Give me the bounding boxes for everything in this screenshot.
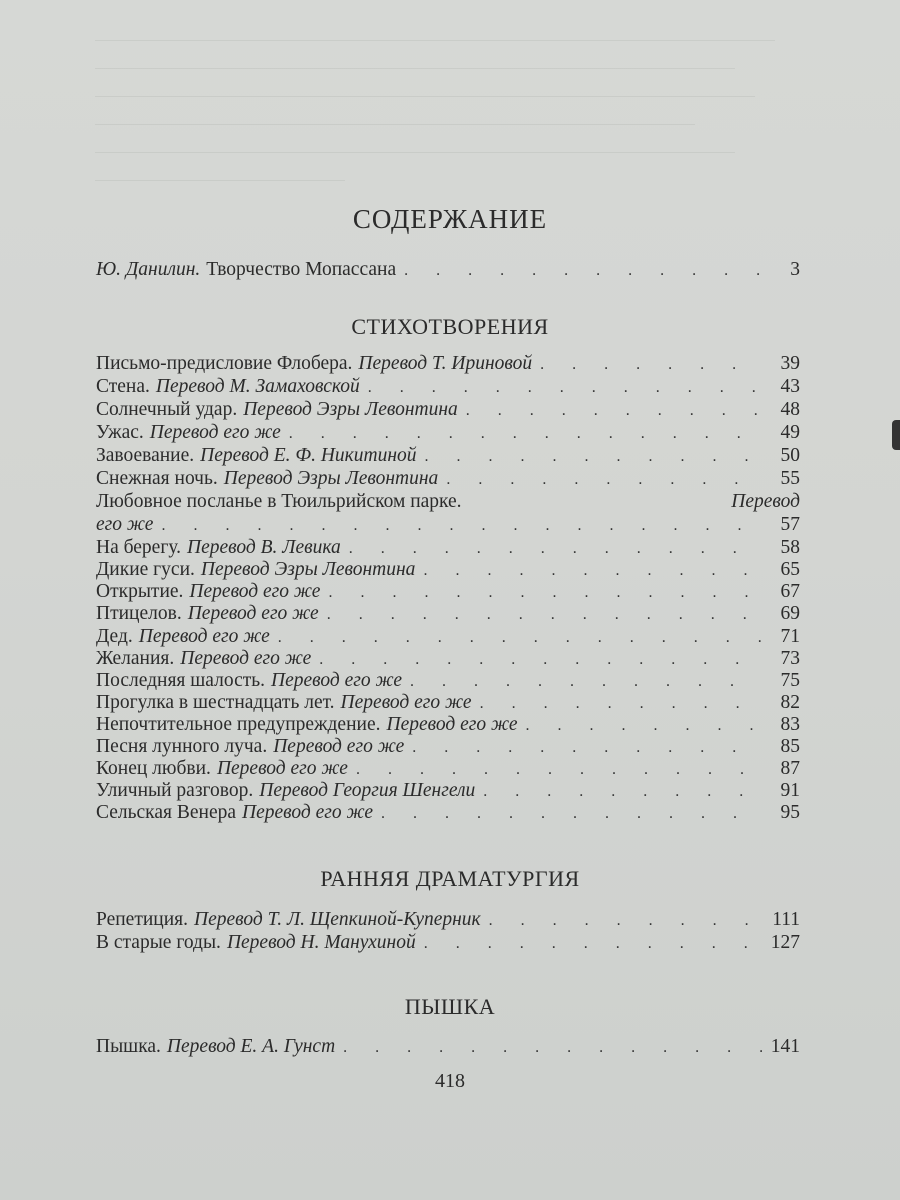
entry-title: Солнечный удар.: [96, 399, 238, 420]
leader-dots: [412, 737, 762, 759]
toc-entry: [96, 714, 800, 736]
entry-title: Дед.: [96, 626, 133, 647]
entry-page: 67: [780, 581, 800, 602]
toc-entry: [96, 559, 800, 581]
entry-page: 82: [780, 692, 800, 713]
entry-translator: Перевод его же: [386, 714, 518, 735]
entry-page: 69: [780, 603, 800, 624]
entry-translator: Перевод Т. Ириновой: [358, 353, 533, 374]
toc-entry: [96, 422, 800, 444]
entry-translator: Перевод Т. Л. Щепкиной-Куперник: [194, 909, 481, 930]
entry-translator: Перевод его же: [242, 802, 374, 823]
entry-page: 50: [780, 445, 800, 466]
entry-title: Дикие гуси.: [96, 559, 195, 580]
toc-entry: [96, 626, 800, 648]
section-heading-poems: СТИХОТВОРЕНИЯ: [351, 314, 549, 339]
leader-dots: [489, 910, 762, 932]
entry-page: 141: [770, 1036, 800, 1057]
entry-translator: Перевод его же: [271, 670, 403, 691]
entry-title: Любовное посланье в Тюильрийском парке.: [96, 491, 462, 512]
entry-page: 85: [780, 736, 800, 757]
leader-dots: [349, 538, 762, 560]
page-number: 418: [435, 1070, 465, 1092]
entry-translator: Перевод Н. Манухиной: [226, 932, 416, 953]
leader-dots: [480, 693, 762, 715]
binding-edge: [892, 420, 900, 450]
entry-translator: Перевод Е. Ф. Никитиной: [200, 445, 417, 466]
entry-title: Песня лунного луча.: [96, 736, 268, 757]
entry-title: Желания.: [96, 648, 175, 669]
entry-translator: Перевод Эзры Левонтина: [200, 559, 416, 580]
entry-translator: Перевод Е. А. Гунст: [166, 1036, 336, 1057]
entry-page: 87: [780, 758, 800, 779]
leader-dots: [526, 715, 763, 737]
entry-page: 83: [780, 714, 800, 735]
leader-dots: [161, 515, 762, 537]
entry-title: Открытие.: [96, 581, 184, 602]
entry-title: Прогулка в шестнадцать лет.: [96, 692, 335, 713]
entry-translator: Перевод его же: [138, 626, 270, 647]
leader-dots: [327, 604, 762, 626]
toc-entry: [96, 376, 800, 398]
entry-page: 58: [780, 537, 800, 558]
intro-title: Творчество Мопассана: [206, 259, 397, 280]
entry-title: Пышка.: [96, 1036, 161, 1057]
entry-title: Непочтительное предупреждение.: [96, 714, 381, 735]
entry-title: В старые годы.: [96, 932, 221, 953]
entry-page: 57: [780, 514, 800, 535]
section-heading-early-drama: РАННЯЯ ДРАМАТУРГИЯ: [320, 866, 580, 891]
leader-dots: [381, 803, 762, 825]
entry-translator: Перевод В. Левика: [187, 537, 341, 558]
entry-title: Птицелов.: [96, 603, 182, 624]
section-heading-pyshka: ПЫШКА: [404, 994, 496, 1019]
toc-entry: [96, 780, 800, 802]
leader-dots: [410, 671, 762, 693]
entry-page: 73: [780, 648, 800, 669]
toc-entry: [96, 909, 800, 931]
entry-page: 91: [780, 780, 800, 801]
entry-title: Ужас.: [96, 422, 144, 443]
entry-translator: Перевод Георгия Шенгели: [259, 780, 476, 801]
toc-entry: [96, 670, 800, 692]
leader-dots: [368, 377, 762, 399]
leader-dots: [328, 582, 762, 604]
entry-page: 43: [780, 376, 800, 397]
entry-translator: Перевод его же: [180, 648, 312, 669]
leader-dots: [423, 560, 762, 582]
entry-page: 95: [780, 802, 800, 823]
toc-entry: [96, 581, 800, 603]
toc-entry: [96, 445, 800, 467]
toc-entry-wrapped: [96, 491, 800, 513]
intro-page: 3: [790, 259, 800, 280]
entry-title: Репетиция.: [96, 909, 189, 930]
leader-dots: [425, 446, 762, 468]
entry-translator: Перевод Эзры Левонтина: [243, 399, 458, 420]
entry-page: 71: [780, 626, 800, 647]
toc-entry: [96, 603, 800, 625]
entry-translator: Перевод его же: [340, 692, 472, 713]
entry-title: Завоевание.: [96, 445, 195, 466]
entry-page: 75: [780, 670, 800, 691]
entry-title: Сельская Венера: [96, 802, 237, 823]
entry-translator: Перевод М. Замаховской: [155, 376, 360, 397]
entry-translator: Перевод Эзры Левонтина: [223, 468, 439, 489]
toc-entry-wrapped-line2: [96, 514, 800, 536]
intro-author: Ю. Данилин.: [96, 259, 201, 280]
entry-title: Уличный разговор.: [96, 780, 254, 801]
leader-dots: [446, 469, 762, 491]
leader-dots: [424, 933, 762, 955]
leader-dots: [278, 627, 762, 649]
toc-entry: [96, 648, 800, 670]
entry-title: Последняя шалость.: [96, 670, 266, 691]
toc-entry: [96, 758, 800, 780]
toc-entry: [96, 802, 800, 824]
leader-dots: [289, 423, 762, 445]
leader-dots: [540, 354, 762, 376]
entry-page: 55: [780, 468, 800, 489]
entry-page: 39: [780, 353, 800, 374]
toc-entry: [96, 537, 800, 559]
leader-dots: [343, 1037, 762, 1059]
toc-entry: [96, 468, 800, 490]
toc-entry: [96, 1036, 800, 1058]
toc-entry: [96, 353, 800, 375]
leader-dots: [483, 781, 762, 803]
toc-entry: [96, 399, 800, 421]
toc-entry: [96, 932, 800, 954]
toc-entry-intro: [96, 259, 800, 281]
entry-page: 48: [780, 399, 800, 420]
leader-dots: [466, 400, 762, 422]
entry-translator: Перевод: [731, 491, 800, 512]
leader-dots: [319, 649, 762, 671]
entry-page: 49: [780, 422, 800, 443]
toc-entry: [96, 692, 800, 714]
entry-title: Снежная ночь.: [96, 468, 218, 489]
entry-title: Письмо-предисловие Флобера.: [96, 353, 353, 374]
entry-translator: Перевод его же: [189, 581, 321, 602]
contents-heading: СОДЕРЖАНИЕ: [352, 204, 548, 234]
entry-translator: Перевод его же: [216, 758, 348, 779]
entry-translator: его же: [96, 514, 154, 535]
entry-title: Стена.: [96, 376, 150, 397]
entry-title: На берегу.: [96, 537, 182, 558]
entry-page: 111: [772, 909, 800, 930]
leader-dots: [356, 759, 762, 781]
toc-entry: [96, 736, 800, 758]
entry-translator: Перевод его же: [149, 422, 281, 443]
entry-translator: Перевод его же: [187, 603, 319, 624]
leader-dots: [404, 260, 762, 282]
entry-page: 65: [780, 559, 800, 580]
entry-translator: Перевод его же: [273, 736, 405, 757]
entry-page: 127: [770, 932, 800, 953]
entry-title: Конец любви.: [96, 758, 211, 779]
